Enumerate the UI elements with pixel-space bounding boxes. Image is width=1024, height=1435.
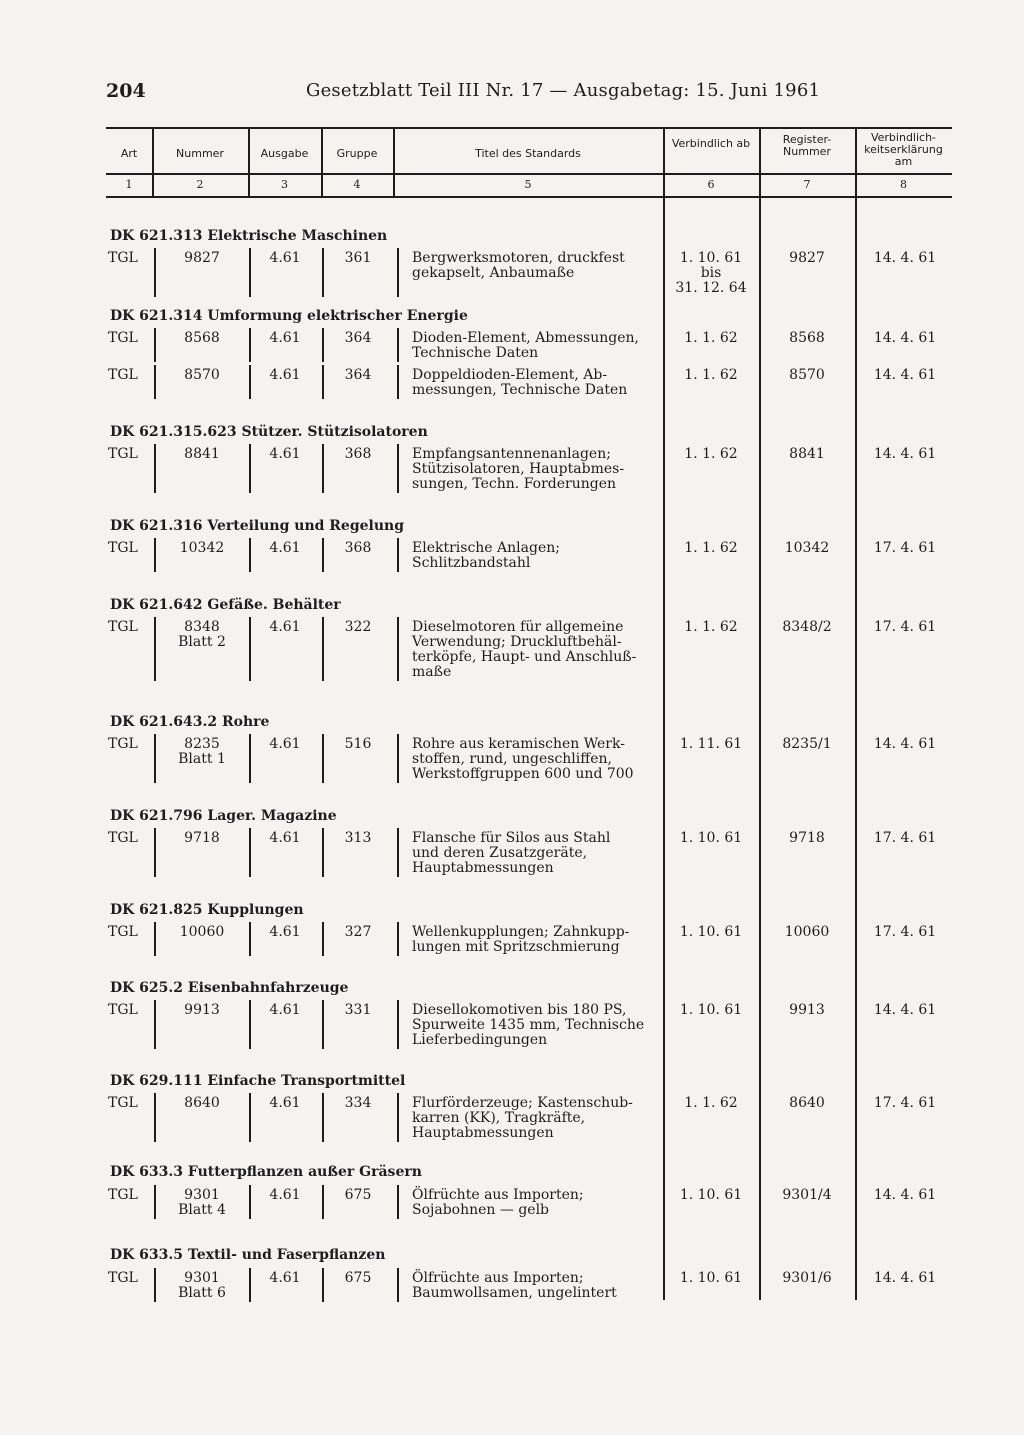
verbindlich-cell [665, 251, 757, 296]
row-divider [154, 828, 156, 877]
verbindlich-line: 31. 12. 64 [675, 280, 747, 296]
nummer-cell: 8640 [184, 1095, 220, 1111]
row-divider [154, 538, 156, 572]
row-divider [322, 328, 324, 362]
titel-line: Baumwollsamen, ungelintert [412, 1285, 617, 1301]
row-divider [397, 922, 399, 956]
section-title: DK 621.825 Kupplungen [110, 902, 304, 918]
column-number: 6 [707, 178, 715, 191]
titel-line: Ölfrüchte aus Importen; [412, 1270, 584, 1286]
row-divider [397, 1185, 399, 1219]
titel-line: karren (KK), Tragkräfte, [412, 1110, 586, 1126]
column-header: Art [120, 147, 138, 160]
gruppe-cell: 361 [344, 250, 372, 266]
titel-line: Technische Daten [412, 345, 539, 361]
section-title: DK 621.316 Verteilung und Regelung [110, 518, 404, 534]
verbindlich-cell [665, 368, 757, 383]
body-column-divider [855, 198, 857, 1300]
column-number: 7 [803, 178, 811, 191]
row-divider [249, 365, 251, 399]
verbindlich-line: 1. 1. 62 [684, 367, 738, 383]
erklaerung-cell: 14. 4. 61 [873, 1270, 937, 1286]
verbindlich-line: 1. 1. 62 [684, 1095, 738, 1111]
row-divider [397, 1000, 399, 1049]
erklaerung-cell: 17. 4. 61 [873, 619, 937, 635]
column-number: 3 [281, 178, 288, 191]
row-divider [154, 1268, 156, 1302]
row-divider [322, 365, 324, 399]
register-cell: 8348/2 [782, 619, 832, 635]
row-divider [322, 248, 324, 297]
register-cell: 9301/6 [782, 1270, 832, 1286]
verbindlich-line: 1. 10. 61 [679, 1270, 743, 1286]
row-divider [154, 365, 156, 399]
erklaerung-cell: 17. 4. 61 [873, 830, 937, 846]
erklaerung-cell: 14. 4. 61 [873, 330, 937, 346]
row-divider [154, 1093, 156, 1142]
register-cell: 9913 [789, 1002, 825, 1018]
row-divider [249, 444, 251, 493]
nummer-cell: 9718 [184, 830, 220, 846]
section-title: DK 621.796 Lager. Magazine [110, 808, 337, 824]
row-divider [397, 1093, 399, 1142]
register-cell: 9718 [789, 830, 825, 846]
art-cell: TGL [108, 1270, 138, 1286]
row-divider [322, 828, 324, 877]
titel-cell [412, 331, 658, 361]
table-colnum-rule [106, 196, 952, 198]
art-cell: TGL [108, 367, 138, 383]
verbindlich-cell [665, 1096, 757, 1111]
nummer-sheet-cell: Blatt 1 [178, 751, 226, 767]
erklaerung-cell: 17. 4. 61 [873, 540, 937, 556]
titel-line: Wellenkupplungen; Zahnkupp- [412, 924, 630, 940]
row-divider [397, 365, 399, 399]
gruppe-cell: 368 [344, 446, 372, 462]
art-cell: TGL [108, 540, 138, 556]
titel-line: Verwendung; Druckluftbehäl- [412, 634, 622, 650]
titel-line: terköpfe, Haupt- und Anschluß- [412, 649, 637, 665]
ausgabe-cell: 4.61 [269, 830, 301, 846]
verbindlich-line: bis [700, 265, 722, 281]
table-top-rule [106, 127, 952, 129]
row-divider [154, 617, 156, 681]
erklaerung-cell: 17. 4. 61 [873, 1095, 937, 1111]
row-divider [249, 617, 251, 681]
gruppe-cell: 327 [344, 924, 372, 940]
section-title: DK 621.315.623 Stützer. Stützisolatoren [110, 424, 428, 440]
section-title: DK 633.5 Textil- und Faserpflanzen [110, 1247, 386, 1263]
row-divider [249, 1000, 251, 1049]
nummer-sheet-cell: Blatt 6 [178, 1285, 226, 1301]
titel-line: stoffen, rund, ungeschliffen, [412, 751, 612, 767]
titel-cell [412, 1188, 658, 1218]
column-header: Ausgabe [260, 147, 309, 160]
gruppe-cell: 364 [344, 367, 372, 383]
register-cell: 8235/1 [782, 736, 832, 752]
column-number: 8 [900, 178, 907, 191]
verbindlich-cell [665, 620, 757, 635]
titel-cell [412, 737, 658, 782]
row-divider [322, 538, 324, 572]
art-cell: TGL [108, 1002, 138, 1018]
gruppe-cell: 334 [344, 1095, 372, 1111]
gruppe-cell: 322 [344, 619, 372, 635]
titel-cell [412, 1003, 658, 1048]
row-divider [249, 828, 251, 877]
register-cell: 8841 [789, 446, 825, 462]
row-divider [154, 1000, 156, 1049]
titel-line: Dioden-Element, Abmessungen, [412, 330, 639, 346]
ausgabe-cell: 4.61 [269, 1270, 301, 1286]
verbindlich-cell [665, 331, 757, 346]
row-divider [249, 328, 251, 362]
nummer-cell: 10060 [179, 924, 225, 940]
art-cell: TGL [108, 250, 138, 266]
register-cell: 8640 [789, 1095, 825, 1111]
section-title: DK 629.111 Einfache Transportmittel [110, 1073, 406, 1089]
art-cell: TGL [108, 1095, 138, 1111]
verbindlich-line: 1. 10. 61 [679, 250, 743, 266]
register-cell: 8570 [789, 367, 825, 383]
ausgabe-cell: 4.61 [269, 1187, 301, 1203]
register-cell: 9301/4 [782, 1187, 832, 1203]
verbindlich-line: 1. 10. 61 [679, 1002, 743, 1018]
titel-cell [412, 1096, 658, 1141]
row-divider [154, 922, 156, 956]
gruppe-cell: 313 [344, 830, 372, 846]
row-divider [397, 444, 399, 493]
column-header: Nummer [176, 147, 224, 160]
art-cell: TGL [108, 619, 138, 635]
row-divider [154, 444, 156, 493]
titel-line: Spurweite 1435 mm, Technische [412, 1017, 645, 1033]
nummer-cell: 9301 [184, 1270, 220, 1286]
ausgabe-cell: 4.61 [269, 1095, 301, 1111]
row-divider [154, 1185, 156, 1219]
titel-line: Ölfrüchte aus Importen; [412, 1187, 584, 1203]
erklaerung-cell: 14. 4. 61 [873, 367, 937, 383]
column-number: 2 [196, 178, 204, 191]
verbindlich-line: 1. 1. 62 [684, 446, 738, 462]
column-number: 1 [125, 178, 133, 191]
titel-line: maße [412, 664, 452, 680]
gruppe-cell: 368 [344, 540, 372, 556]
verbindlich-line: 1. 1. 62 [684, 330, 738, 346]
row-divider [249, 922, 251, 956]
titel-line: Dieselmotoren für allgemeine [412, 619, 624, 635]
titel-cell [412, 368, 658, 398]
gruppe-cell: 675 [344, 1187, 372, 1203]
titel-line: Elektrische Anlagen; [412, 540, 560, 556]
titel-line: Diesellokomotiven bis 180 PS, [412, 1002, 627, 1018]
ausgabe-cell: 4.61 [269, 1002, 301, 1018]
ausgabe-cell: 4.61 [269, 446, 301, 462]
ausgabe-cell: 4.61 [269, 619, 301, 635]
page-number: 204 [106, 80, 146, 102]
column-header: Register-Nummer [782, 133, 832, 158]
verbindlich-line: 1. 10. 61 [679, 1187, 743, 1203]
erklaerung-cell: 14. 4. 61 [873, 1187, 937, 1203]
row-divider [397, 1268, 399, 1302]
verbindlich-cell [665, 831, 757, 846]
row-divider [154, 328, 156, 362]
titel-line: und deren Zusatzgeräte, [412, 845, 588, 861]
erklaerung-cell: 14. 4. 61 [873, 1002, 937, 1018]
row-divider [322, 617, 324, 681]
nummer-cell: 9913 [184, 1002, 220, 1018]
titel-line: lungen mit Spritzschmierung [412, 939, 620, 955]
row-divider [249, 1268, 251, 1302]
nummer-cell: 8568 [184, 330, 220, 346]
titel-cell [412, 541, 658, 571]
art-cell: TGL [108, 830, 138, 846]
row-divider [249, 734, 251, 783]
titel-line: sungen, Techn. Forderungen [412, 476, 616, 492]
ausgabe-cell: 4.61 [269, 736, 301, 752]
row-divider [154, 248, 156, 297]
nummer-cell: 9301 [184, 1187, 220, 1203]
row-divider [397, 734, 399, 783]
column-header: Titel des Standards [475, 147, 581, 160]
titel-cell [412, 447, 658, 492]
verbindlich-cell [665, 1271, 757, 1286]
ausgabe-cell: 4.61 [269, 250, 301, 266]
gruppe-cell: 675 [344, 1270, 372, 1286]
row-divider [397, 828, 399, 877]
titel-line: Doppeldioden-Element, Ab- [412, 367, 608, 383]
erklaerung-cell: 14. 4. 61 [873, 446, 937, 462]
row-divider [322, 734, 324, 783]
nummer-sheet-cell: Blatt 4 [178, 1202, 226, 1218]
row-divider [397, 538, 399, 572]
art-cell: TGL [108, 924, 138, 940]
row-divider [397, 328, 399, 362]
ausgabe-cell: 4.61 [269, 924, 301, 940]
section-title: DK 625.2 Eisenbahnfahrzeuge [110, 980, 349, 996]
verbindlich-cell [665, 737, 757, 752]
row-divider [322, 1185, 324, 1219]
art-cell: TGL [108, 736, 138, 752]
art-cell: TGL [108, 446, 138, 462]
titel-line: Hauptabmessungen [412, 860, 554, 876]
row-divider [249, 1185, 251, 1219]
titel-cell [412, 620, 658, 680]
nummer-cell: 10342 [179, 540, 225, 556]
nummer-cell: 9827 [184, 250, 220, 266]
section-title: DK 621.314 Umformung elektrischer Energie [110, 308, 468, 324]
titel-cell [412, 925, 658, 955]
nummer-cell: 8570 [184, 367, 220, 383]
register-cell: 10060 [784, 924, 830, 940]
row-divider [322, 1093, 324, 1142]
verbindlich-line: 1. 10. 61 [679, 924, 743, 940]
nummer-sheet-cell: Blatt 2 [178, 634, 226, 650]
row-divider [322, 1268, 324, 1302]
column-header: Verbindlich-keitserklärung am [864, 131, 943, 168]
titel-line: Flurförderzeuge; Kastenschub- [412, 1095, 633, 1111]
gruppe-cell: 331 [344, 1002, 372, 1018]
verbindlich-cell [665, 925, 757, 940]
verbindlich-cell [665, 1188, 757, 1203]
section-title: DK 633.3 Futterpflanzen außer Gräsern [110, 1164, 422, 1180]
titel-cell [412, 251, 658, 281]
titel-line: gekapselt, Anbaumaße [412, 265, 575, 281]
row-divider [322, 922, 324, 956]
titel-line: Sojabohnen — gelb [412, 1202, 550, 1218]
verbindlich-cell [665, 447, 757, 462]
section-title: DK 621.313 Elektrische Maschinen [110, 228, 388, 244]
section-title: DK 621.642 Gefäße. Behälter [110, 597, 341, 613]
erklaerung-cell: 14. 4. 61 [873, 736, 937, 752]
nummer-cell: 8841 [184, 446, 220, 462]
column-header: Verbindlich ab [671, 137, 751, 150]
verbindlich-line: 1. 1. 62 [684, 619, 738, 635]
verbindlich-cell [665, 1003, 757, 1018]
titel-line: Flansche für Silos aus Stahl [412, 830, 611, 846]
titel-line: Schlitzbandstahl [412, 555, 531, 571]
ausgabe-cell: 4.61 [269, 367, 301, 383]
verbindlich-line: 1. 1. 62 [684, 540, 738, 556]
register-cell: 8568 [789, 330, 825, 346]
titel-line: Lieferbedingungen [412, 1032, 548, 1048]
erklaerung-cell: 14. 4. 61 [873, 250, 937, 266]
ausgabe-cell: 4.61 [269, 330, 301, 346]
register-cell: 10342 [784, 540, 830, 556]
verbindlich-line: 1. 10. 61 [679, 830, 743, 846]
page-title: Gesetzblatt Teil III Nr. 17 — Ausgabetag: 15. Juni 1961 [306, 80, 821, 101]
row-divider [249, 538, 251, 572]
gruppe-cell: 364 [344, 330, 372, 346]
verbindlich-line: 1. 11. 61 [679, 736, 743, 752]
column-number: 4 [353, 178, 361, 191]
ausgabe-cell: 4.61 [269, 540, 301, 556]
column-header: Gruppe [336, 147, 378, 160]
art-cell: TGL [108, 330, 138, 346]
erklaerung-cell: 17. 4. 61 [873, 924, 937, 940]
verbindlich-cell [665, 541, 757, 556]
titel-line: Stützisolatoren, Hauptabmes- [412, 461, 625, 477]
row-divider [154, 734, 156, 783]
row-divider [249, 1093, 251, 1142]
row-divider [322, 444, 324, 493]
titel-line: Werkstoffgruppen 600 und 700 [412, 766, 634, 782]
gruppe-cell: 516 [344, 736, 372, 752]
column-number: 5 [524, 178, 532, 191]
row-divider [322, 1000, 324, 1049]
titel-cell [412, 831, 658, 876]
table-header-rule [106, 173, 952, 175]
nummer-cell: 8348 [184, 619, 220, 635]
art-cell: TGL [108, 1187, 138, 1203]
titel-line: Empfangsantennenanlagen; [412, 446, 611, 462]
titel-line: Bergwerksmotoren, druckfest [412, 250, 625, 266]
row-divider [397, 617, 399, 681]
titel-cell [412, 1271, 658, 1301]
register-cell: 9827 [789, 250, 825, 266]
titel-line: Rohre aus keramischen Werk- [412, 736, 625, 752]
row-divider [397, 248, 399, 297]
titel-line: messungen, Technische Daten [412, 382, 628, 398]
section-title: DK 621.643.2 Rohre [110, 714, 270, 730]
titel-line: Hauptabmessungen [412, 1125, 554, 1141]
nummer-cell: 8235 [184, 736, 220, 752]
row-divider [249, 248, 251, 297]
